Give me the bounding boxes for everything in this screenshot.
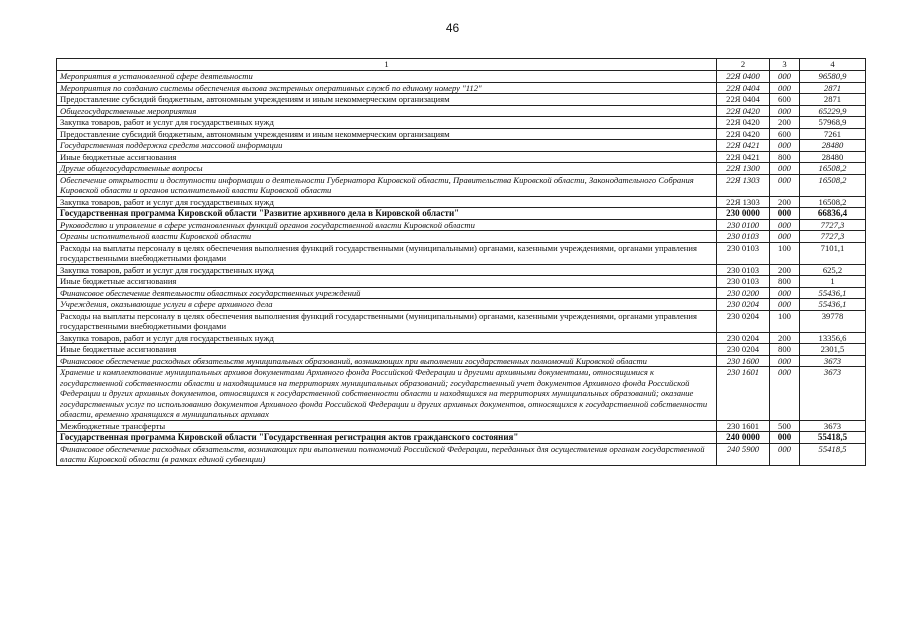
- row-amount: 65229,9: [800, 105, 866, 117]
- row-target-code: 230 0103: [717, 242, 770, 264]
- row-description: Иные бюджетные ассигнования: [57, 151, 717, 163]
- row-target-code: 22Я 1300: [717, 163, 770, 175]
- table-row: [57, 117, 866, 129]
- row-description: Руководство и управление в сфере установленных функций органов государственной власти Кировской области: [57, 219, 717, 231]
- table-row: [57, 151, 866, 163]
- row-amount: 16508,2: [800, 196, 866, 208]
- row-amount: 55418,5: [800, 443, 866, 465]
- row-expense-type: 200: [770, 332, 800, 344]
- table-row: [57, 355, 866, 367]
- row-expense-type: 600: [770, 94, 800, 106]
- row-expense-type: 000: [770, 82, 800, 94]
- row-target-code: 22Я 0420: [717, 128, 770, 140]
- row-description: Межбюджетные трансферты: [57, 420, 717, 432]
- column-header-1: 1: [57, 59, 717, 71]
- row-expense-type: 000: [770, 140, 800, 152]
- row-amount: 57968,9: [800, 117, 866, 129]
- row-description: Финансовое обеспечение деятельности областных государственных учреждений: [57, 287, 717, 299]
- table-row: [57, 163, 866, 175]
- row-expense-type: 000: [770, 299, 800, 311]
- row-target-code: 230 0204: [717, 332, 770, 344]
- table-row: [57, 443, 866, 465]
- row-description: Государственная программа Кировской области "Развитие архивного дела в Кировской области": [57, 208, 717, 220]
- table-row: [57, 128, 866, 140]
- row-target-code: 240 0000: [717, 432, 770, 444]
- row-amount: 55436,1: [800, 299, 866, 311]
- row-expense-type: 800: [770, 276, 800, 288]
- row-amount: 2871: [800, 82, 866, 94]
- row-description: Обеспечение открытости и доступности информации о деятельности Губернатора Кировской области, Правительства Кировской области, Законодательного Собрания Кировской области и органов исполнительной власти Кировской области: [57, 174, 717, 196]
- row-amount: 7727,3: [800, 219, 866, 231]
- row-amount: 96580,9: [800, 71, 866, 83]
- row-amount: 3673: [800, 367, 866, 421]
- row-amount: 7261: [800, 128, 866, 140]
- row-expense-type: 200: [770, 264, 800, 276]
- column-header-2: 2: [717, 59, 770, 71]
- row-description: Органы исполнительной власти Кировской области: [57, 231, 717, 243]
- row-description: Государственная поддержка средств массовой информации: [57, 140, 717, 152]
- row-amount: 13356,6: [800, 332, 866, 344]
- row-expense-type: 200: [770, 196, 800, 208]
- row-description: Другие общегосударственные вопросы: [57, 163, 717, 175]
- table-row: [57, 432, 866, 444]
- row-target-code: 22Я 1303: [717, 196, 770, 208]
- row-description: Государственная программа Кировской области "Государственная регистрация актов гражданского состояния": [57, 432, 717, 444]
- row-expense-type: 500: [770, 420, 800, 432]
- row-target-code: 230 0204: [717, 344, 770, 356]
- row-amount: 625,2: [800, 264, 866, 276]
- table-row: [57, 299, 866, 311]
- row-description: Закупка товаров, работ и услуг для государственных нужд: [57, 196, 717, 208]
- row-target-code: 22Я 0421: [717, 151, 770, 163]
- row-description: Мероприятия в установленной сфере деятельности: [57, 71, 717, 83]
- row-target-code: 230 0100: [717, 219, 770, 231]
- column-header-4: 4: [800, 59, 866, 71]
- table-row: [57, 231, 866, 243]
- table-row: [57, 276, 866, 288]
- table-row: [57, 332, 866, 344]
- column-header-3: 3: [770, 59, 800, 71]
- row-description: Предоставление субсидий бюджетным, автономным учреждениям и иным некоммерческим организациям: [57, 128, 717, 140]
- table-row: [57, 242, 866, 264]
- row-target-code: 230 0000: [717, 208, 770, 220]
- row-expense-type: 000: [770, 208, 800, 220]
- row-target-code: 230 0103: [717, 264, 770, 276]
- row-description: Общегосударственные мероприятия: [57, 105, 717, 117]
- row-amount: 28480: [800, 151, 866, 163]
- row-amount: 16508,2: [800, 174, 866, 196]
- row-amount: 39778: [800, 310, 866, 332]
- table-row: [57, 367, 866, 421]
- row-expense-type: 000: [770, 355, 800, 367]
- budget-table: [56, 58, 866, 466]
- row-target-code: 230 0204: [717, 310, 770, 332]
- row-description: Иные бюджетные ассигнования: [57, 276, 717, 288]
- row-target-code: 230 0103: [717, 276, 770, 288]
- row-amount: 55436,1: [800, 287, 866, 299]
- row-expense-type: 000: [770, 174, 800, 196]
- row-description: Закупка товаров, работ и услуг для государственных нужд: [57, 117, 717, 129]
- row-expense-type: 000: [770, 105, 800, 117]
- row-amount: 16508,2: [800, 163, 866, 175]
- row-expense-type: 800: [770, 344, 800, 356]
- row-expense-type: 000: [770, 287, 800, 299]
- table-row: [57, 344, 866, 356]
- row-expense-type: 000: [770, 163, 800, 175]
- row-expense-type: 000: [770, 71, 800, 83]
- row-amount: 2301,5: [800, 344, 866, 356]
- row-target-code: 22Я 0404: [717, 94, 770, 106]
- row-amount: 7727,3: [800, 231, 866, 243]
- page-number: 46: [445, 21, 460, 35]
- row-description: Финансовое обеспечение расходных обязательств муниципальных образований, возникающих при выполнении государственных полномочий Кировской области: [57, 355, 717, 367]
- row-expense-type: 100: [770, 242, 800, 264]
- row-target-code: 22Я 0421: [717, 140, 770, 152]
- row-amount: 66836,4: [800, 208, 866, 220]
- row-description: Закупка товаров, работ и услуг для государственных нужд: [57, 264, 717, 276]
- row-description: Закупка товаров, работ и услуг для государственных нужд: [57, 332, 717, 344]
- table-row: [57, 219, 866, 231]
- row-expense-type: 000: [770, 443, 800, 465]
- row-amount: 55418,5: [800, 432, 866, 444]
- row-target-code: 230 1601: [717, 420, 770, 432]
- table-row: [57, 140, 866, 152]
- row-description: Учреждения, оказывающие услуги в сфере архивного дела: [57, 299, 717, 311]
- row-expense-type: 000: [770, 367, 800, 421]
- row-amount: 7101,1: [800, 242, 866, 264]
- row-amount: 3673: [800, 420, 866, 432]
- row-amount: 1: [800, 276, 866, 288]
- row-description: Расходы на выплаты персоналу в целях обеспечения выполнения функций государственными (муниципальными) органами, казенными учреждениями, органами управления государственными внебюджетными фондами: [57, 310, 717, 332]
- row-target-code: 22Я 0400: [717, 71, 770, 83]
- table-body: [57, 71, 866, 466]
- table-row: [57, 105, 866, 117]
- row-target-code: 240 5900: [717, 443, 770, 465]
- row-target-code: 22Я 0404: [717, 82, 770, 94]
- row-expense-type: 100: [770, 310, 800, 332]
- row-target-code: 22Я 0420: [717, 105, 770, 117]
- row-description: Предоставление субсидий бюджетным, автономным учреждениям и иным некоммерческим организациям: [57, 94, 717, 106]
- table-row: [57, 420, 866, 432]
- row-amount: 28480: [800, 140, 866, 152]
- row-expense-type: 600: [770, 128, 800, 140]
- row-target-code: 230 1600: [717, 355, 770, 367]
- row-expense-type: 000: [770, 219, 800, 231]
- row-target-code: 22Я 1303: [717, 174, 770, 196]
- row-target-code: 230 0204: [717, 299, 770, 311]
- table-row: [57, 310, 866, 332]
- table-row: [57, 71, 866, 83]
- row-description: Мероприятия по созданию системы обеспечения вызова экстренных оперативных служб по единому номеру "112": [57, 82, 717, 94]
- row-target-code: 230 0103: [717, 231, 770, 243]
- row-description: Расходы на выплаты персоналу в целях обеспечения выполнения функций государственными (муниципальными) органами, казенными учреждениями, органами управления государственными внебюджетными фондами: [57, 242, 717, 264]
- table-row: [57, 264, 866, 276]
- table-row: [57, 94, 866, 106]
- table-row: [57, 174, 866, 196]
- row-amount: 2871: [800, 94, 866, 106]
- row-expense-type: 800: [770, 151, 800, 163]
- table-header-row: [57, 59, 866, 71]
- row-description: Иные бюджетные ассигнования: [57, 344, 717, 356]
- row-target-code: 230 1601: [717, 367, 770, 421]
- table-row: [57, 196, 866, 208]
- row-amount: 3673: [800, 355, 866, 367]
- row-target-code: 230 0200: [717, 287, 770, 299]
- row-expense-type: 000: [770, 432, 800, 444]
- row-description: Финансовое обеспечение расходных обязательств, возникающих при выполнении полномочий Российской Федерации, переданных для осуществления органам государственной власти Кировской области (в рамках единой субвенции): [57, 443, 717, 465]
- row-expense-type: 200: [770, 117, 800, 129]
- table-row: [57, 208, 866, 220]
- table-row: [57, 82, 866, 94]
- row-target-code: 22Я 0420: [717, 117, 770, 129]
- table-row: [57, 287, 866, 299]
- row-expense-type: 000: [770, 231, 800, 243]
- row-description: Хранение и комплектование муниципальных архивов документами Архивного фонда Российской Федерации и другими архивными документами, относящимися к государственной собственности области и находящимися на территориях муниципальных образований; государственный учет документов Архивного фонда Российской Федерации и других архивных документов, относящихся к государственной собственности области и находящихся на территориях муниципальных образований; оказание государственных услуг по использованию документов Архивного фонда Российской Федерации и других архивных документов, относящихся к государственной собственности области, временно хранящихся в муниципальных архивах: [57, 367, 717, 421]
